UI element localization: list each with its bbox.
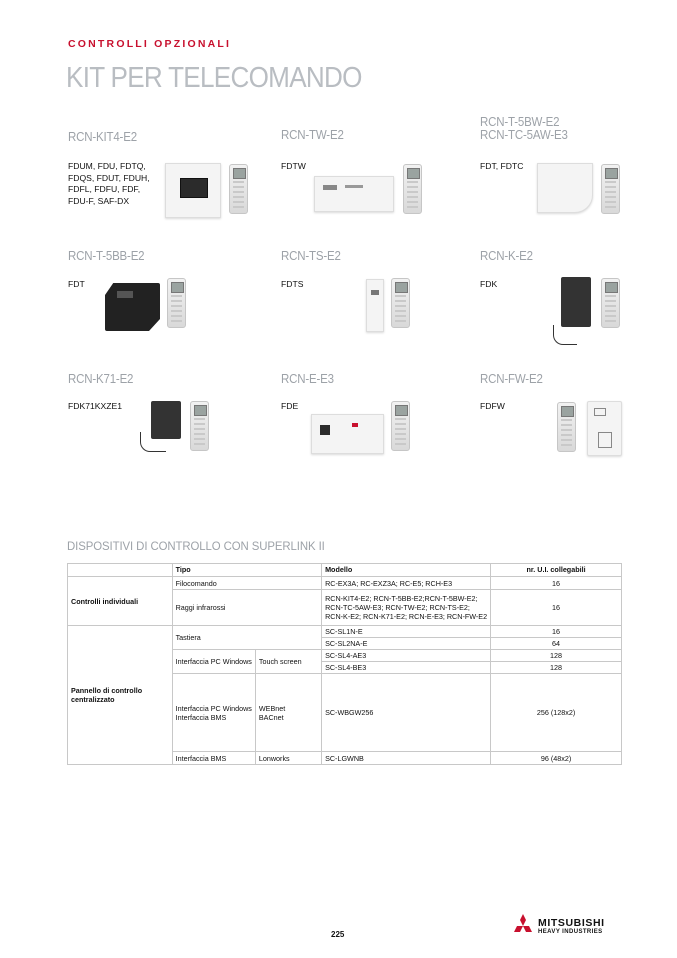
cell-tipo: Raggi infrarossi [172, 590, 321, 626]
dark-panel-image [105, 283, 160, 331]
kit-models: FDT, FDTC [480, 161, 524, 171]
cell-nr: 96 (48x2) [491, 752, 622, 765]
kit-card [68, 250, 248, 263]
three-diamonds-icon [510, 913, 536, 939]
kit-card [68, 373, 248, 386]
remote-control-image [601, 164, 620, 214]
kit-models: FDTS [281, 279, 304, 289]
remote-control-image [557, 402, 576, 452]
kit-card [281, 129, 461, 142]
table-header-row [68, 564, 622, 577]
kit-models: FDE [281, 401, 299, 411]
cell-tipo: Interfaccia PC Windows Interfaccia BMS [172, 674, 255, 752]
remote-control-image [229, 164, 248, 214]
remote-control-image [167, 278, 186, 328]
header-nr: nr. U.I. collegabili [491, 564, 622, 577]
kit-name: RCN-TS-E2 [281, 249, 341, 263]
kit-name: RCN-K71-E2 [68, 372, 134, 386]
kit-name: RCN-T-5BW-E2 RCN-TC-5AW-E3 [480, 115, 568, 142]
kit-card [281, 373, 461, 386]
wall-panel-image [587, 401, 622, 456]
kit-card [68, 131, 248, 144]
kit-name: RCN-E-E3 [281, 372, 334, 386]
page-kicker: CONTROLLI OPZIONALI [68, 38, 232, 50]
kit-models: FDK [480, 279, 498, 289]
group-label: Pannello di controllo centralizzato [68, 626, 173, 765]
remote-control-image [391, 401, 410, 451]
remote-control-image [403, 164, 422, 214]
receiver-panel-image [314, 176, 394, 212]
cell-nr: 16 [491, 590, 622, 626]
cell-modello: RCN-KIT4-E2; RCN-T-5BB-E2;RCN-T-5BW-E2; RCN-TC-5AW-E3; RCN-TW-E2; RCN-TS-E2; RCN-K-E2; RCN-K71-E2; RCN-E-E3; RCN-FW-E2 [322, 590, 491, 626]
kit-name: RCN-FW-E2 [480, 372, 543, 386]
cell-sub: Lonworks [255, 752, 321, 765]
page-title: KIT PER TELECOMANDO [66, 62, 362, 94]
header-tipo: Tipo [172, 564, 321, 577]
slim-receiver-image [366, 279, 384, 332]
brand-logo [510, 913, 630, 941]
receiver-module-image [561, 277, 591, 327]
cell-modello: SC-SL2NA-E [322, 638, 491, 650]
kit-name: RCN-K-E2 [480, 249, 533, 263]
kit-card [281, 250, 461, 263]
cell-modello: RC-EX3A; RC-EXZ3A; RC-E5; RCH-E3 [322, 577, 491, 590]
kit-models: FDFW [480, 401, 505, 411]
group-label: Controlli individuali [68, 577, 173, 626]
cell-nr: 16 [491, 577, 622, 590]
cell-modello: SC-SL4-BE3 [322, 662, 491, 674]
receiver-panel-image [311, 414, 384, 454]
section-title: DISPOSITIVI DI CONTROLLO CON SUPERLINK II [67, 539, 325, 553]
cable-image [140, 432, 166, 452]
cell-modello: SC-WBGW256 [322, 674, 491, 752]
kit-models: FDK71KXZE1 [68, 401, 122, 411]
cable-image [553, 325, 577, 345]
kit-card [480, 373, 660, 386]
cell-tipo: Filocomando [172, 577, 321, 590]
cell-tipo: Interfaccia BMS [172, 752, 255, 765]
corner-panel-image [537, 163, 593, 213]
cell-sub: WEBnet BACnet [255, 674, 321, 752]
kit-name: RCN-T-5BB-E2 [68, 249, 145, 263]
header-modello: Modello [322, 564, 491, 577]
kit-models: FDUM, FDU, FDTQ, FDQS, FDUT, FDUH, FDFL, FDFU, FDF, FDU-F, SAF-DX [68, 161, 150, 206]
kit-name: RCN-TW-E2 [281, 128, 344, 142]
remote-control-image [190, 401, 209, 451]
cell-nr: 64 [491, 638, 622, 650]
table-row [68, 577, 622, 590]
cell-nr: 128 [491, 662, 622, 674]
remote-control-image [601, 278, 620, 328]
cell-tipo: Tastiera [172, 626, 321, 650]
cell-modello: SC-LGWNB [322, 752, 491, 765]
cell-modello: SC-SL4-AE3 [322, 650, 491, 662]
kit-models: FDT [68, 279, 85, 289]
kit-card [480, 116, 660, 142]
superlink-table [67, 563, 622, 765]
controller-panel-image [165, 163, 221, 218]
table-row [68, 626, 622, 638]
kit-card [480, 250, 660, 263]
cell-modello: SC-SL1N-E [322, 626, 491, 638]
cell-nr: 256 (128x2) [491, 674, 622, 752]
brand-name: MITSUBISHI [538, 917, 605, 929]
header-empty [68, 564, 173, 577]
kit-name: RCN-KIT4-E2 [68, 130, 137, 144]
cell-sub: Touch screen [255, 650, 321, 674]
brand-subname: HEAVY INDUSTRIES [538, 929, 603, 935]
page-number: 225 [331, 930, 345, 939]
kit-models: FDTW [281, 161, 306, 171]
cell-nr: 16 [491, 626, 622, 638]
cell-nr: 128 [491, 650, 622, 662]
cell-tipo: Interfaccia PC Windows [172, 650, 255, 674]
remote-control-image [391, 278, 410, 328]
